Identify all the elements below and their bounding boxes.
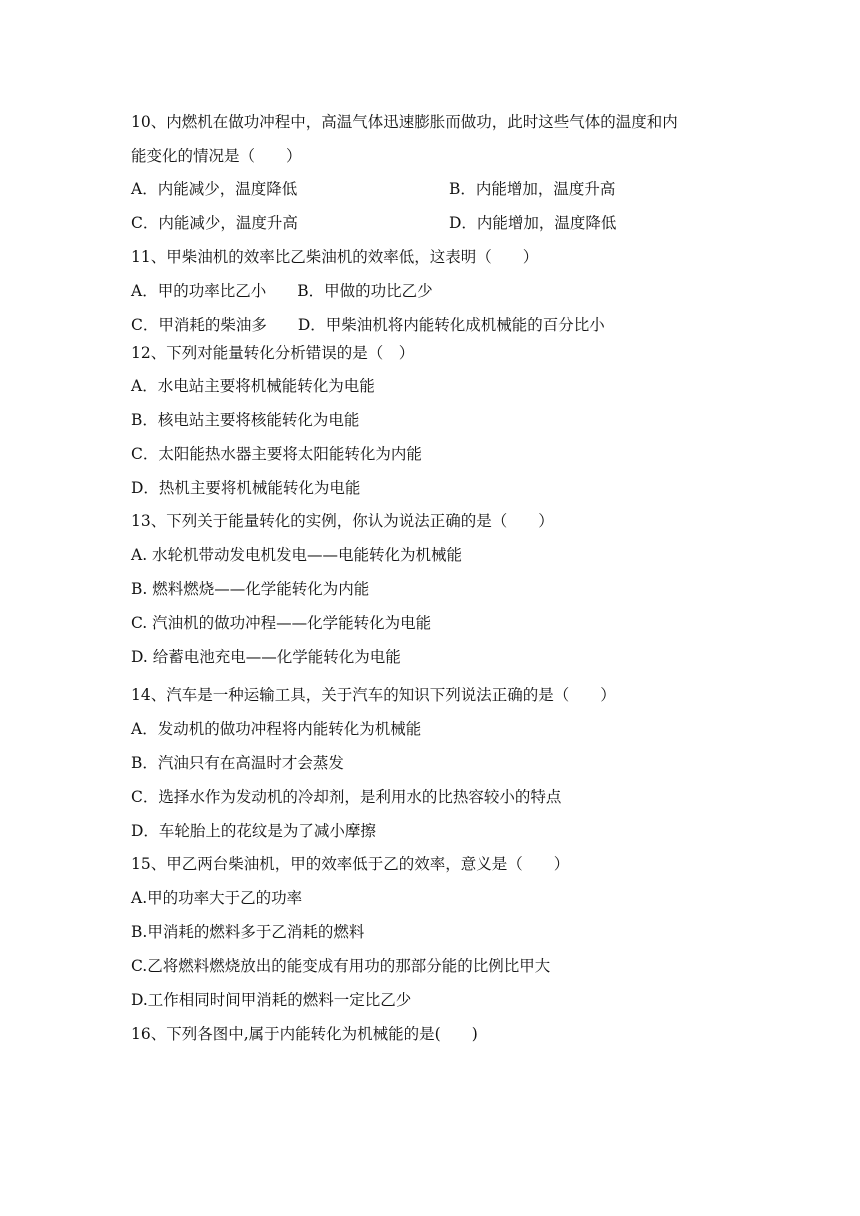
question-13-option-b: B. 燃料燃烧——化学能转化为内能 (131, 580, 370, 598)
question-12-option-d: D．热机主要将机械能转化为电能 (131, 479, 361, 497)
question-10-stem-line-2: 能变化的情况是（ ） (131, 147, 302, 165)
question-11-options-ab: A．甲的功率比乙小 B．甲做的功比乙少 (131, 282, 433, 300)
question-13-option-c: C. 汽油机的做功冲程——化学能转化为电能 (131, 614, 432, 632)
question-12-stem: 12、下列对能量转化分析错误的是（ ） (131, 344, 415, 362)
question-14-option-b: B．汽油只有在高温时才会蒸发 (131, 754, 344, 772)
question-12-option-b: B．核电站主要将核能转化为电能 (131, 411, 360, 429)
question-15-option-d: D.工作相同时间甲消耗的燃料一定比乙少 (131, 991, 412, 1009)
question-10-option-d: D．内能增加，温度降低 (449, 214, 617, 232)
question-14-stem: 14、汽车是一种运输工具，关于汽车的知识下列说法正确的是（ ） (131, 686, 616, 704)
question-11-stem: 11、甲柴油机的效率比乙柴油机的效率低，这表明（ ） (131, 248, 539, 266)
question-13-option-a: A. 水轮机带动发电机发电——电能转化为机械能 (131, 546, 463, 564)
question-13-stem: 13、下列关于能量转化的实例，你认为说法正确的是（ ） (131, 512, 554, 530)
question-10-option-c: C．内能减少，温度升高 (131, 214, 298, 232)
question-12-option-c: C．太阳能热水器主要将太阳能转化为内能 (131, 445, 422, 463)
question-15-stem: 15、甲乙两台柴油机，甲的效率低于乙的效率，意义是（ ） (131, 855, 570, 873)
question-14-option-c: C．选择水作为发动机的冷却剂，是利用水的比热容较小的特点 (131, 788, 562, 806)
question-14-option-d: D．车轮胎上的花纹是为了减小摩擦 (131, 822, 376, 840)
question-15-option-a: A.甲的功率大于乙的功率 (131, 889, 303, 907)
question-14-option-a: A．发动机的做功冲程将内能转化为机械能 (131, 720, 422, 738)
question-12-option-a: A．水电站主要将机械能转化为电能 (131, 377, 375, 395)
question-11-options-cd: C．甲消耗的柴油多 D．甲柴油机将内能转化成机械能的百分比小 (131, 316, 605, 334)
question-10-option-a: A．内能减少，温度降低 (131, 180, 298, 198)
question-15-option-c: C.乙将燃料燃烧放出的能变成有用功的那部分能的比例比甲大 (131, 957, 551, 975)
question-16-stem: 16、下列各图中,属于内能转化为机械能的是( ) (131, 1025, 478, 1043)
question-10-stem-line-1: 10、内燃机在做功冲程中，高温气体迅速膨胀而做功，此时这些气体的温度和内 (131, 113, 678, 131)
question-15-option-b: B.甲消耗的燃料多于乙消耗的燃料 (131, 923, 365, 941)
question-10-option-b: B．内能增加，温度升高 (449, 180, 616, 198)
question-13-option-d: D. 给蓄电池充电——化学能转化为电能 (131, 648, 401, 666)
